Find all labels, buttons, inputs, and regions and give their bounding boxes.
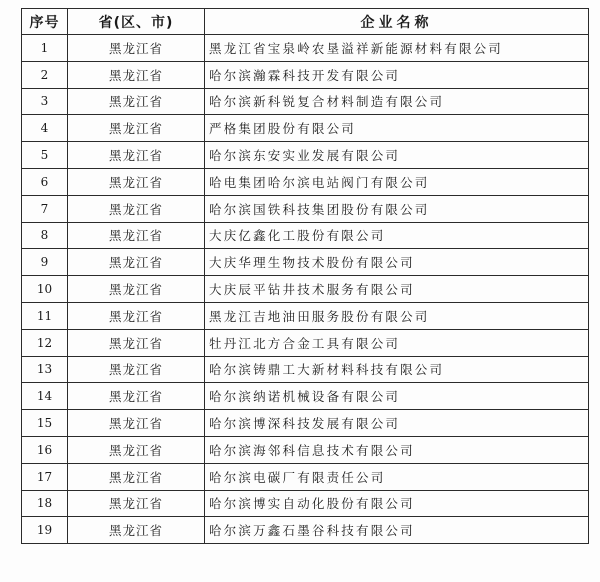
row-enterprise-name: 严格集团股份有限公司 [205,115,589,142]
row-enterprise-name: 哈尔滨新科锐复合材料制造有限公司 [205,88,589,115]
header-row [22,9,589,35]
row-serial-number: 4 [22,115,68,142]
row-serial-number: 13 [22,356,68,383]
row-enterprise-name: 哈尔滨瀚霖科技开发有限公司 [205,61,589,88]
row-province: 黑龙江省 [68,35,205,62]
row-province: 黑龙江省 [68,115,205,142]
table-row [22,249,589,276]
row-serial-number: 2 [22,61,68,88]
table-row [22,35,589,62]
row-enterprise-name: 哈尔滨东安实业发展有限公司 [205,142,589,169]
row-serial-number: 14 [22,383,68,410]
table-row [22,329,589,356]
row-province: 黑龙江省 [68,356,205,383]
table-row [22,517,589,544]
row-province: 黑龙江省 [68,490,205,517]
row-enterprise-name: 哈尔滨博深科技发展有限公司 [205,410,589,437]
table-row [22,490,589,517]
row-enterprise-name: 哈尔滨博实自动化股份有限公司 [205,490,589,517]
table-row [22,356,589,383]
row-serial-number: 12 [22,329,68,356]
row-province: 黑龙江省 [68,410,205,437]
header-serial-number: 序号 [22,9,68,35]
table-row [22,302,589,329]
table-body [22,35,589,544]
row-serial-number: 7 [22,195,68,222]
row-enterprise-name: 哈尔滨海邻科信息技术有限公司 [205,436,589,463]
table-row [22,222,589,249]
row-serial-number: 17 [22,463,68,490]
table-row [22,115,589,142]
row-enterprise-name: 哈尔滨国铁科技集团股份有限公司 [205,195,589,222]
row-serial-number: 5 [22,142,68,169]
row-province: 黑龙江省 [68,61,205,88]
table-row [22,276,589,303]
row-enterprise-name: 哈尔滨铸鼎工大新材料科技有限公司 [205,356,589,383]
row-enterprise-name: 大庆亿鑫化工股份有限公司 [205,222,589,249]
table-row [22,383,589,410]
row-province: 黑龙江省 [68,249,205,276]
row-province: 黑龙江省 [68,142,205,169]
row-province: 黑龙江省 [68,302,205,329]
row-province: 黑龙江省 [68,383,205,410]
table-row [22,410,589,437]
row-province: 黑龙江省 [68,517,205,544]
row-serial-number: 3 [22,88,68,115]
header-enterprise-name: 企业名称 [205,9,589,35]
row-serial-number: 11 [22,302,68,329]
row-enterprise-name: 大庆华理生物技术股份有限公司 [205,249,589,276]
table-header [22,9,589,35]
row-province: 黑龙江省 [68,88,205,115]
row-serial-number: 1 [22,35,68,62]
row-enterprise-name: 哈电集团哈尔滨电站阀门有限公司 [205,168,589,195]
row-province: 黑龙江省 [68,436,205,463]
row-serial-number: 16 [22,436,68,463]
row-serial-number: 8 [22,222,68,249]
table-row [22,195,589,222]
header-province: 省(区、市) [68,9,205,35]
table-row [22,168,589,195]
row-province: 黑龙江省 [68,222,205,249]
row-province: 黑龙江省 [68,329,205,356]
row-serial-number: 6 [22,168,68,195]
table-row [22,61,589,88]
row-enterprise-name: 哈尔滨万鑫石墨谷科技有限公司 [205,517,589,544]
row-province: 黑龙江省 [68,276,205,303]
row-serial-number: 19 [22,517,68,544]
row-serial-number: 18 [22,490,68,517]
row-serial-number: 15 [22,410,68,437]
row-enterprise-name: 黑龙江吉地油田服务股份有限公司 [205,302,589,329]
row-enterprise-name: 哈尔滨电碳厂有限责任公司 [205,463,589,490]
table-row [22,463,589,490]
table-row [22,142,589,169]
row-enterprise-name: 牡丹江北方合金工具有限公司 [205,329,589,356]
row-enterprise-name: 哈尔滨纳诺机械设备有限公司 [205,383,589,410]
row-province: 黑龙江省 [68,463,205,490]
row-enterprise-name: 黑龙江省宝泉岭农垦溢祥新能源材料有限公司 [205,35,589,62]
row-province: 黑龙江省 [68,195,205,222]
table-row [22,88,589,115]
row-serial-number: 10 [22,276,68,303]
enterprise-table [21,8,589,544]
table-row [22,436,589,463]
row-province: 黑龙江省 [68,168,205,195]
row-serial-number: 9 [22,249,68,276]
row-enterprise-name: 大庆辰平钻井技术服务有限公司 [205,276,589,303]
